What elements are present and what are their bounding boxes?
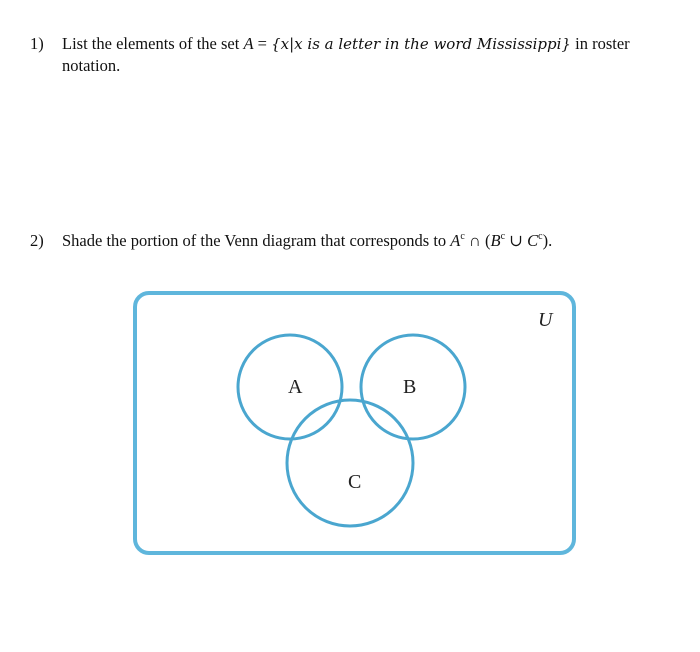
equals-sign: =: [253, 34, 272, 53]
union-operator: ∪: [505, 231, 528, 250]
set-b-symbol: B: [490, 231, 501, 250]
question-number: 1): [30, 34, 44, 53]
closing-paren: ).: [542, 231, 553, 250]
complement-superscript: c: [500, 231, 506, 242]
venn-diagram[interactable]: [130, 288, 580, 560]
question-text: [62, 230, 682, 252]
question-prefix: List the elements of the set: [62, 34, 244, 53]
question-suffix: in roster: [570, 34, 630, 53]
set-builder-expression: {x|x is a letter in the word Mississippi}: [271, 35, 571, 53]
question-prefix: Shade the portion of the Venn diagram that corresponds to: [62, 231, 451, 250]
intersection-operator: ∩ (: [464, 231, 491, 250]
question-number: 2): [30, 231, 44, 250]
complement-superscript: c: [460, 231, 465, 242]
question-text: [62, 33, 682, 55]
venn-diagram-svg[interactable]: [130, 288, 580, 560]
universe-rectangle[interactable]: [135, 293, 574, 553]
set-a-label: A: [288, 376, 303, 398]
universe-label: U: [538, 309, 553, 331]
set-c-symbol: C: [527, 231, 539, 250]
question-continuation: notation.: [62, 56, 121, 75]
complement-superscript: c: [538, 231, 543, 242]
set-b-label: B: [403, 376, 417, 398]
set-a-symbol: A: [450, 231, 461, 250]
set-c-label: C: [348, 471, 362, 493]
set-variable: A: [243, 34, 254, 53]
